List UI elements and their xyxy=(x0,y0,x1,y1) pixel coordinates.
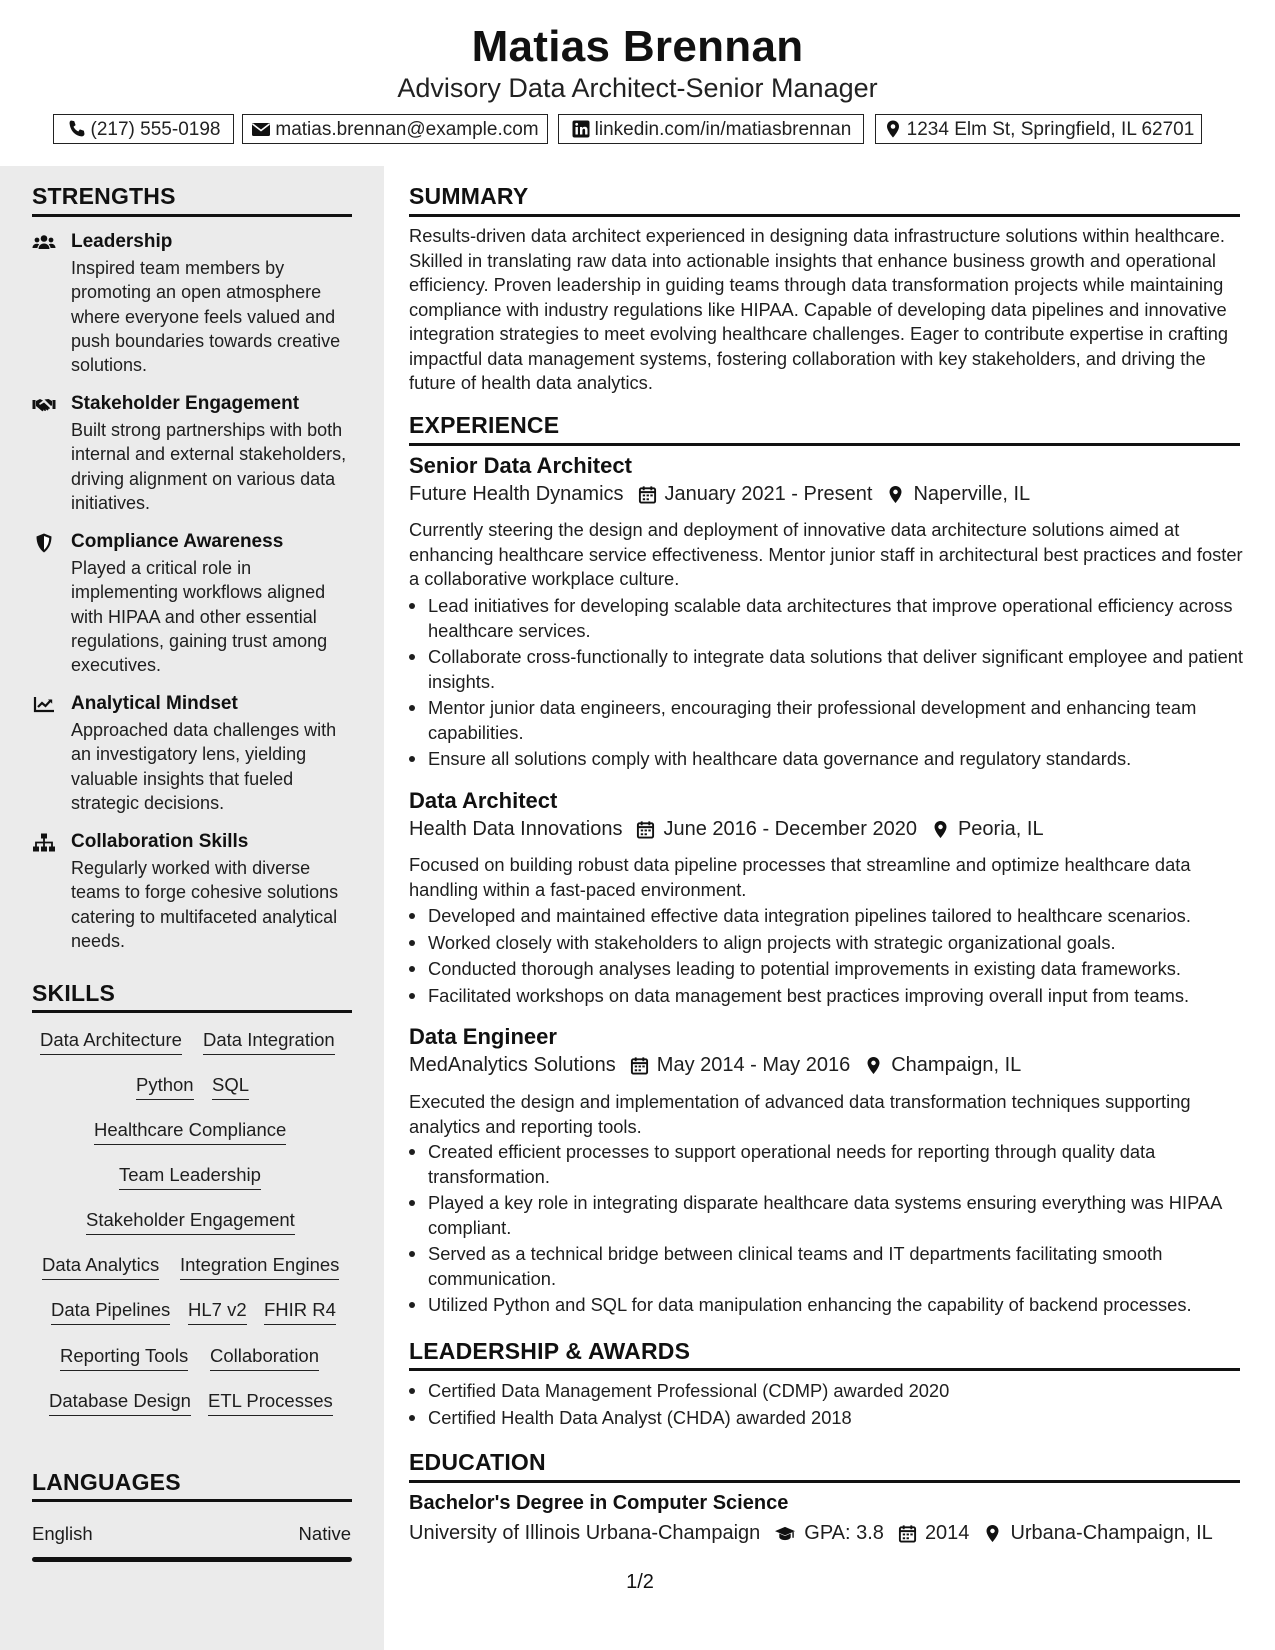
skill-tag: Data Architecture xyxy=(40,1029,182,1055)
education-divider xyxy=(409,1480,1240,1483)
skill-tag: Healthcare Compliance xyxy=(94,1119,286,1145)
skill-tag: Data Pipelines xyxy=(51,1299,170,1325)
skills-heading: SKILLS xyxy=(32,980,115,1006)
awards-divider xyxy=(409,1368,1240,1371)
strength-description: Approached data challenges with an investigatory lens, yielding valuable insights that fueled strategic decisions. xyxy=(71,720,337,813)
bullet-item: Lead initiatives for developing scalable data architectures that improve operational efficiency across healthcare services. xyxy=(409,594,1244,643)
awards-list xyxy=(409,1379,1244,1432)
job-title: Senior Data Architect xyxy=(409,453,632,478)
experience-divider xyxy=(409,443,1240,446)
award-item: Certified Health Data Analyst (CHDA) awarded 2018 xyxy=(409,1406,1244,1431)
education-heading: EDUCATION xyxy=(409,1449,546,1475)
skill-tag: Stakeholder Engagement xyxy=(86,1209,295,1235)
contact-linkedin[interactable] xyxy=(558,114,864,144)
strengths-divider xyxy=(32,214,352,217)
job-meta xyxy=(409,818,1044,841)
strength-description: Built strong partnerships with both internal and external stakeholders, driving alignment on various data initiatives. xyxy=(71,420,347,513)
awards-heading: LEADERSHIP & AWARDS xyxy=(409,1338,691,1364)
award-item: Certified Data Management Professional (CDMP) awarded 2020 xyxy=(409,1379,1244,1404)
job-company: Future Health Dynamics xyxy=(409,483,624,505)
graduation-cap-icon xyxy=(774,1524,796,1543)
job-dates: May 2014 - May 2016 xyxy=(656,1054,851,1076)
job-company: Health Data Innovations xyxy=(409,818,623,840)
skill-tag: Collaboration xyxy=(210,1345,319,1371)
skill-tag: Team Leadership xyxy=(119,1164,261,1190)
education-school: University of Illinois Urbana-Champaign xyxy=(409,1522,761,1544)
job-description: Executed the design and implementation of advanced data transformation techniques supporting analytics and reporting tools. xyxy=(409,1091,1191,1137)
shield-icon xyxy=(32,533,56,553)
bullet-item: Mentor junior data engineers, encouraging their professional development and enhancing team capabilities. xyxy=(409,696,1244,745)
strength-description: Played a critical role in implementing workflows aligned with HIPAA and other essential regulations, gaining trust among executives. xyxy=(71,558,328,676)
job-meta xyxy=(409,483,1030,506)
education-year: 2014 xyxy=(924,1522,970,1544)
address-text: 1234 Elm St, Springfield, IL 62701 xyxy=(906,118,1195,140)
bullet-item: Collaborate cross-functionally to integrate data solutions that deliver significant employee and patient insights. xyxy=(409,645,1244,694)
users-icon xyxy=(32,233,56,253)
job-location: Naperville, IL xyxy=(913,483,1031,505)
bullet-item: Developed and maintained effective data integration pipelines tailored to healthcare scenarios. xyxy=(409,904,1244,929)
strength-title: Compliance Awareness xyxy=(71,531,284,552)
job-location: Peoria, IL xyxy=(957,818,1044,840)
skill-tag: Data Analytics xyxy=(42,1254,159,1280)
job-bullets xyxy=(409,904,1244,1010)
job-meta xyxy=(409,1054,1021,1077)
bullet-item: Conducted thorough analyses leading to potential improvements in existing data frameworks. xyxy=(409,957,1244,982)
skill-tag: SQL xyxy=(212,1074,249,1100)
contact-email[interactable] xyxy=(242,114,548,144)
summary-divider xyxy=(409,214,1240,217)
job-title: Data Engineer xyxy=(409,1024,557,1049)
summary-text: Results-driven data architect experienced in designing data infrastructure solutions within healthcare. Skilled in translating raw data into actionable insights that enhance business growth and operational efficiency. Proven leadership in guiding teams through data transformation projects while maintaining compliance with industry regulations like HIPAA. Capable of developing data pipelines and innovative integration strategies to meet evolving healthcare challenges. Eager to contribute expertise in crafting impactful data management systems, fostering collaboration with key stakeholders, and driving the future of health data analytics. xyxy=(409,225,1229,393)
skills-divider xyxy=(32,1010,352,1013)
job-description: Currently steering the design and deployment of innovative data architecture solutions aimed at enhancing healthcare service effectiveness. Mentor junior staff in architectural best practices and foster a collaborative workplace culture. xyxy=(409,519,1243,589)
page-number: 1/2 xyxy=(626,1571,654,1593)
job-location: Champaign, IL xyxy=(891,1054,1022,1076)
strength-description: Inspired team members by promoting an open atmosphere where everyone feels valued and push boundaries towards creative solutions. xyxy=(71,258,341,376)
skill-tag: Reporting Tools xyxy=(60,1345,188,1371)
job-dates: June 2016 - December 2020 xyxy=(663,818,917,840)
languages-heading: LANGUAGES xyxy=(32,1469,181,1495)
email-text: matias.brennan@example.com xyxy=(275,118,539,140)
bullet-item: Utilized Python and SQL for data manipulation enhancing the capability of backend processes. xyxy=(409,1293,1244,1318)
experience-heading: EXPERIENCE xyxy=(409,412,560,438)
bullet-item: Ensure all solutions comply with healthcare data governance and regulatory standards. xyxy=(409,747,1244,772)
sitemap-icon xyxy=(32,833,56,853)
bullet-item: Played a key role in integrating disparate healthcare data systems ensuring everything was HIPAA compliant. xyxy=(409,1191,1244,1240)
calendar-icon xyxy=(638,485,657,504)
location-pin-icon xyxy=(883,119,903,139)
skill-tag: ETL Processes xyxy=(208,1390,333,1416)
strengths-heading: STRENGTHS xyxy=(32,183,176,209)
bullet-item: Facilitated workshops on data management best practices improving overall input from teams. xyxy=(409,984,1244,1009)
strength-title: Collaboration Skills xyxy=(71,831,249,852)
bullet-item: Created efficient processes to support operational needs for reporting through quality data transformation. xyxy=(409,1140,1244,1189)
envelope-icon xyxy=(251,119,271,139)
language-level: Native xyxy=(298,1523,351,1544)
calendar-icon xyxy=(898,1524,917,1543)
language-name: English xyxy=(32,1523,93,1544)
skill-tag: FHIR R4 xyxy=(264,1299,336,1325)
skill-tag: HL7 v2 xyxy=(188,1299,247,1325)
job-dates: January 2021 - Present xyxy=(664,483,873,505)
skill-tag: Data Integration xyxy=(203,1029,335,1055)
job-bullets xyxy=(409,1140,1244,1320)
language-proficiency-bar xyxy=(32,1557,352,1562)
calendar-icon xyxy=(636,820,655,839)
job-title: Data Architect xyxy=(409,788,558,813)
skill-tag: Database Design xyxy=(49,1390,191,1416)
candidate-title: Advisory Data Architect-Senior Manager xyxy=(397,73,878,103)
job-description: Focused on building robust data pipeline processes that streamline and optimize healthcare data handling within a fast-paced environment. xyxy=(409,854,1191,900)
strength-title: Leadership xyxy=(71,231,173,252)
contact-phone[interactable] xyxy=(53,114,234,144)
education-location: Urbana-Champaign, IL xyxy=(1010,1522,1213,1544)
skill-tag: Python xyxy=(136,1074,194,1100)
education-gpa: GPA: 3.8 xyxy=(804,1522,884,1544)
location-pin-icon xyxy=(983,1524,1002,1543)
languages-divider xyxy=(32,1499,352,1502)
location-pin-icon xyxy=(864,1056,883,1075)
job-company: MedAnalytics Solutions xyxy=(409,1054,616,1076)
line-chart-icon xyxy=(32,695,56,715)
strength-title: Stakeholder Engagement xyxy=(71,393,300,414)
linkedin-icon xyxy=(571,119,591,139)
summary-heading: SUMMARY xyxy=(409,183,529,209)
phone-icon xyxy=(67,119,87,139)
job-bullets xyxy=(409,594,1244,774)
education-meta xyxy=(409,1522,1213,1545)
strength-title: Analytical Mindset xyxy=(71,693,238,714)
education-degree: Bachelor's Degree in Computer Science xyxy=(409,1492,789,1514)
resume-header xyxy=(0,0,1275,166)
location-pin-icon xyxy=(886,485,905,504)
candidate-name: Matias Brennan xyxy=(471,22,804,71)
location-pin-icon xyxy=(931,820,950,839)
skill-tag: Integration Engines xyxy=(180,1254,339,1280)
calendar-icon xyxy=(630,1056,649,1075)
strength-description: Regularly worked with diverse teams to forge cohesive solutions catering to multifaceted analytical needs. xyxy=(71,858,339,951)
bullet-item: Worked closely with stakeholders to align projects with strategic organizational goals. xyxy=(409,931,1244,956)
handshake-icon xyxy=(32,395,56,415)
bullet-item: Served as a technical bridge between clinical teams and IT departments facilitating smooth communication. xyxy=(409,1242,1244,1291)
linkedin-text: linkedin.com/in/matiasbrennan xyxy=(594,118,852,140)
phone-text: (217) 555-0198 xyxy=(90,118,221,140)
contact-address[interactable] xyxy=(875,114,1202,144)
